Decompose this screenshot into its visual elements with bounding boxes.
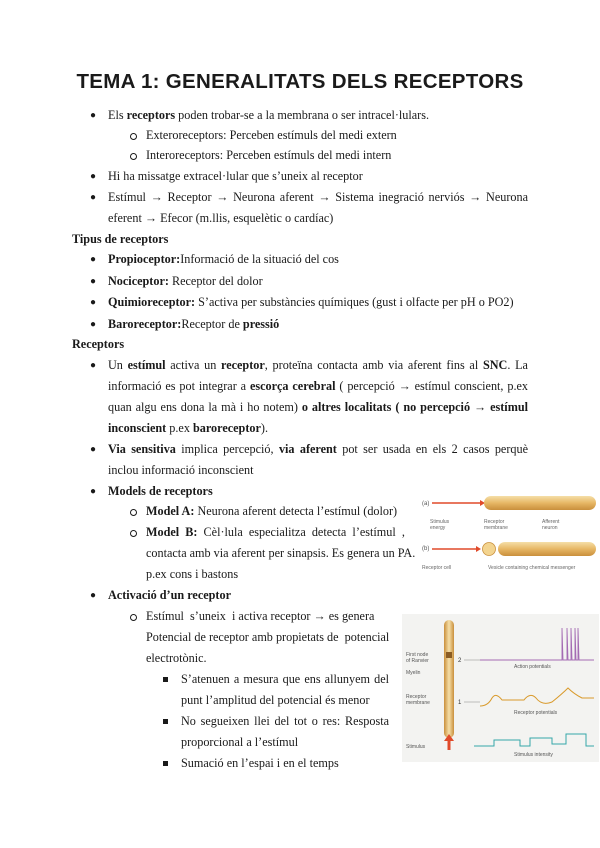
prop-2-line1: No segueixen llei del tot o res: Resposta: [181, 714, 389, 728]
bullet: ●: [90, 297, 97, 308]
bullet-circle: [130, 614, 137, 621]
interoreceptors-line: Interoreceptors: Perceben estímuls del medi intern: [146, 148, 392, 162]
fig1-rec1: Receptor: [484, 519, 505, 525]
receptors-p1-line3: quan algu ens dona la mà i ho notem) o altres localitats ( no percepció → estímul: [108, 400, 529, 414]
bullet: ●: [90, 360, 97, 371]
fig2-recm1: Receptor: [406, 694, 427, 700]
receptors-p2-line1: Via sensitiva implica percepció, via aferent pot ser usada en els 2 casos perquè: [108, 442, 528, 456]
fig1-aff2: neuron: [542, 525, 558, 531]
bullet: ●: [90, 319, 97, 330]
tipus-item-nociceptor: Nociceptor: Receptor del dolor: [108, 274, 263, 288]
fig1-label-b: (b): [422, 546, 430, 552]
activacio-heading: Activació d’un receptor: [108, 588, 231, 602]
bullet-square: [163, 677, 168, 682]
fig1-rec2: membrane: [484, 525, 508, 531]
page-title: TEMA 1: GENERALITATS DELS RECEPTORS: [76, 70, 524, 93]
fig2-first1: First node: [406, 652, 429, 658]
bullet: ●: [90, 276, 97, 287]
fig1-vesicle: Vesicle containing chemical messenger: [488, 565, 576, 571]
prop-3-line: Sumació en l’espai i en el temps: [181, 756, 339, 770]
bullet-circle: [130, 133, 137, 140]
tipus-item-baroreceptor: Baroreceptor:Receptor de pressió: [108, 317, 280, 331]
bullet-square: [163, 719, 168, 724]
model-a-line: Model A: Neurona aferent detecta l’estímul (dolor): [146, 504, 398, 518]
bullet: ●: [90, 171, 97, 182]
bullet-circle: [130, 153, 137, 160]
node-of-ranvier: [446, 652, 452, 658]
prop-1-line2: punt l’amplitud del potencial és menor: [181, 693, 370, 707]
fig2-ap: Action potentials: [514, 664, 551, 670]
bullet: ●: [90, 444, 97, 455]
bullet: ●: [90, 254, 97, 265]
stimulus-intensity-trace: [474, 734, 594, 746]
fig2-n2: 2: [458, 658, 462, 664]
bullet-circle: [130, 509, 137, 516]
fig1-aff1: Afferent: [542, 519, 560, 525]
receptor-models-figure: [420, 490, 600, 580]
activacio-line3: electrotònic.: [146, 651, 207, 665]
fig2-n1: 1: [458, 700, 462, 706]
intro-line-3a: Estímul → Receptor → Neurona aferent → Sistema inegració nerviós → Neurona: [108, 190, 528, 204]
receptors-p1-line2: informació es pot integrar a escorça cerebral ( percepció → estímul conscient, p.ex: [108, 379, 529, 393]
fig2-si: Stimulus intensity: [514, 752, 553, 758]
fig2-myelin: Myelin: [406, 670, 421, 676]
receptors-p1-line1: Un estímul activa un receptor, proteïna contacta amb via aferent fins al SNC. La: [108, 358, 528, 372]
receptors-p2-line2: inclou informació inconscient: [108, 463, 254, 477]
prop-2-line2: proporcional a l’estímul: [181, 735, 299, 749]
receptors-heading: Receptors: [72, 337, 125, 351]
exteroreceptors-line: Exteroreceptors: Perceben estímuls del medi extern: [146, 128, 397, 142]
model-b-line1: Model B: Cèl·lula especialitza detecta l’estímul ,: [146, 525, 405, 539]
model-b-line3: p.ex cons i bastons: [146, 567, 239, 581]
bullet-circle: [130, 530, 137, 537]
intro-line-3b: eferent → Efecor (m.llis, esquelètic o cardíac): [108, 211, 334, 225]
receptor-potentials-trace: [480, 688, 594, 706]
activacio-line2: Potencial de receptor amb propietats de potencial: [146, 630, 390, 644]
intro-line-2: Hi ha missatge extracel·lular que s’uneix al receptor: [108, 169, 363, 183]
action-potentials-trace: [480, 628, 594, 660]
afferent-neuron-b: [498, 542, 596, 556]
activacio-line1: Estímul s’uneix i activa receptor → es genera: [146, 609, 375, 623]
bullet: ●: [90, 590, 97, 601]
fig2-recm2: membrane: [406, 700, 430, 706]
fig1-rcell: Receptor cell: [422, 565, 452, 571]
fig2-rp: Receptor potentials: [514, 710, 558, 716]
afferent-neuron-a: [484, 496, 596, 510]
intro-line-1: Els receptors poden trobar-se a la membrana o ser intracel·lulars.: [108, 108, 430, 122]
tipus-item-quimioreceptor: Quimioreceptor: S’activa per substàncies químiques (gust i olfacte per pH o PO2): [108, 295, 514, 309]
tipus-heading: Tipus de receptors: [72, 232, 169, 246]
fig1-energy: energy: [430, 525, 446, 531]
model-b-line2: contacta amb via aferent per sinapsis. Es genera un PA.: [146, 546, 416, 560]
bullet: ●: [90, 486, 97, 497]
bullet: ●: [90, 192, 97, 203]
fig2-stimulus: Stimulus: [406, 744, 426, 750]
tipus-item-propioceptor: Propioceptor:Informació de la situació del cos: [108, 252, 339, 266]
models-heading: Models de receptors: [108, 484, 213, 498]
receptor-cell: [483, 543, 496, 556]
receptors-p1-line4: inconscient p.ex baroreceptor).: [108, 421, 269, 435]
fig1-stim: Stimulus: [430, 519, 450, 525]
fig1-label-a: (a): [422, 501, 430, 507]
fig2-first2: of Ranvier: [406, 658, 429, 664]
nerve-fiber: [444, 620, 454, 738]
prop-1-line1: S’atenuen a mesura que ens allunyem del: [181, 672, 389, 686]
receptor-potentials-figure: [402, 614, 599, 762]
bullet: ●: [90, 110, 97, 121]
bullet-square: [163, 761, 168, 766]
stimulus-arrowhead-b: [476, 546, 481, 552]
